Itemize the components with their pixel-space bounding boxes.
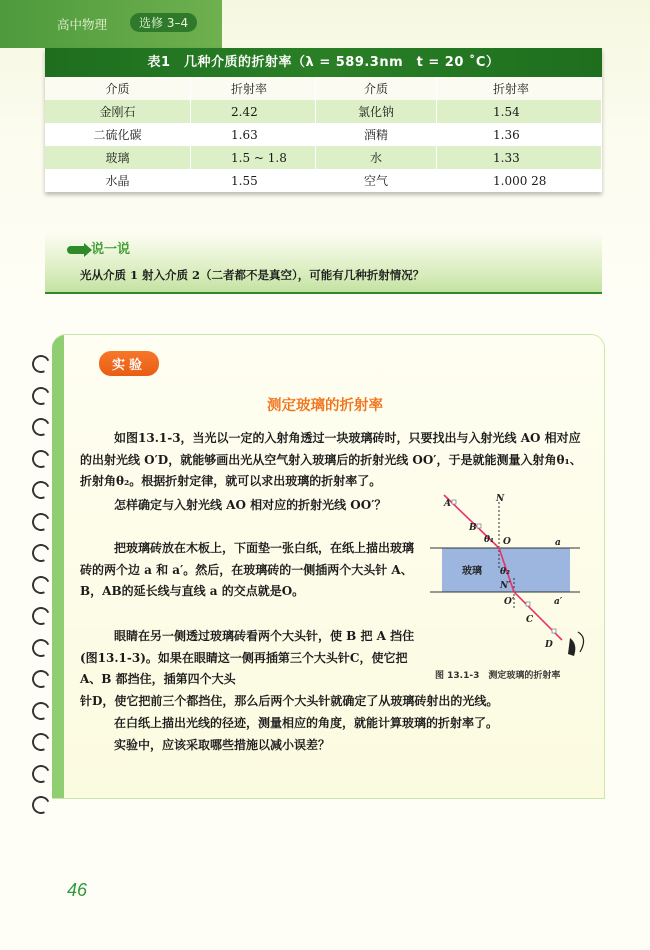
volume-badge: 选修 3–4	[130, 13, 197, 32]
ring-icon	[29, 699, 52, 722]
ring-icon	[29, 510, 52, 533]
header-cell: 折射率	[191, 77, 316, 100]
paragraph: 眼睛在另一侧透过玻璃砖看两个大头针，使 B 把 A 挡住(图13.1-3)。如果在眼睛这一侧再插第三个大头针C，使它把 A、B 都挡住，插第四个大头	[80, 629, 415, 686]
paragraph: 怎样确定与入射光线 AO 相对应的折射光线 OO′？	[114, 498, 387, 512]
header-cell: 介质	[316, 77, 437, 100]
ring-icon	[29, 667, 52, 690]
ring-icon	[29, 415, 52, 438]
medium-cell: 二硫化碳	[45, 123, 191, 146]
page-number: 46	[67, 880, 88, 900]
table-caption: 表1 几种介质的折射率（λ = 589.3nm t = 20 ˚C）	[45, 48, 602, 77]
table-row	[45, 123, 602, 146]
index-cell: 1.54	[437, 100, 602, 123]
ring-icon	[29, 573, 52, 596]
discussion-title-text: 说一说	[91, 242, 131, 257]
ring-icon	[29, 762, 52, 785]
book-title: 高中物理	[57, 17, 108, 32]
experiment-badge: 实验	[99, 351, 159, 376]
paragraph: 针D，使它把前三个都挡住，那么后两个大头针就确定了从玻璃砖射出的光线。	[80, 694, 499, 708]
svg-text:C: C	[526, 615, 534, 625]
svg-text:θ₂: θ₂	[500, 567, 510, 577]
paragraph: 把玻璃砖放在木板上，下面垫一张白纸，在纸上描出玻璃砖的两个边 a 和 a′。然后，在玻璃砖的一侧插两个大头针 A、B，AB的延长线与直线 a 的交点就是O。	[80, 541, 415, 598]
svg-text:A: A	[444, 499, 451, 509]
ring-icon	[29, 478, 52, 501]
medium-cell: 玻璃	[45, 146, 191, 169]
svg-text:a′: a′	[554, 597, 563, 607]
figure-caption: 图 13.1-3 测定玻璃的折射率	[435, 671, 561, 681]
medium-cell: 空气	[316, 169, 437, 192]
medium-cell: 酒精	[316, 123, 437, 146]
eye-icon	[568, 638, 575, 656]
refraction-diagram	[420, 492, 600, 692]
medium-cell: 氯化钠	[316, 100, 437, 123]
svg-text:玻璃: 玻璃	[462, 566, 482, 577]
discussion-box	[45, 232, 602, 294]
table-row	[45, 146, 602, 169]
svg-text:D: D	[545, 640, 553, 650]
header-cell: 介质	[45, 77, 191, 100]
refractive-index-table	[45, 48, 602, 192]
table-row	[45, 100, 602, 123]
index-cell: 1.000 28	[437, 169, 602, 192]
index-cell: 2.42	[191, 100, 316, 123]
header-cell: 折射率	[437, 77, 602, 100]
svg-text:O: O	[503, 537, 511, 547]
ring-icon	[29, 541, 52, 564]
spiral-binding	[32, 355, 54, 828]
index-cell: 1.55	[191, 169, 316, 192]
index-cell: 1.63	[191, 123, 316, 146]
paragraph: 在白纸上描出光线的径迹，测量相应的角度，就能计算玻璃的折射率了。	[114, 716, 499, 730]
table-row	[45, 169, 602, 192]
discussion-question: 光从介质 1 射入介质 2（二者都不是真空），可能有几种折射情况？	[80, 268, 425, 282]
table-body	[45, 77, 602, 192]
medium-cell: 水晶	[45, 169, 191, 192]
index-cell: 1.36	[437, 123, 602, 146]
index-cell: 1.33	[437, 146, 602, 169]
discussion-title	[67, 238, 130, 257]
ring-icon	[29, 352, 52, 375]
medium-cell: 金刚石	[45, 100, 191, 123]
ring-icon	[29, 636, 52, 659]
svg-text:B: B	[469, 523, 477, 533]
table-header-row	[45, 77, 602, 100]
svg-text:N: N	[496, 494, 505, 504]
experiment-title: 测定玻璃的折射率	[267, 398, 383, 414]
svg-text:θ₁: θ₁	[484, 535, 494, 545]
svg-text:N′: N′	[500, 581, 511, 591]
index-cell: 1.5 ~ 1.8	[191, 146, 316, 169]
ring-icon	[29, 447, 52, 470]
svg-text:a: a	[555, 538, 561, 548]
ring-icon	[29, 604, 52, 627]
paragraph: 如图13.1-3，当光以一定的入射角透过一块玻璃砖时，只要找出与入射光线 AO 相对应的出射光线 O′D，就能够画出光从空气射入玻璃后的折射光线 OO′，于是就能测量入射角θ₁、折射角θ₂。根据折射定律，就可以求出玻璃的折射率了。	[80, 431, 582, 488]
ring-icon	[29, 730, 52, 753]
arrow-icon	[67, 246, 85, 254]
paragraph: 实验中，应该采取哪些措施以减小误差？	[114, 738, 331, 752]
medium-cell: 水	[316, 146, 437, 169]
ring-icon	[29, 793, 52, 816]
svg-text:O′: O′	[504, 597, 515, 607]
